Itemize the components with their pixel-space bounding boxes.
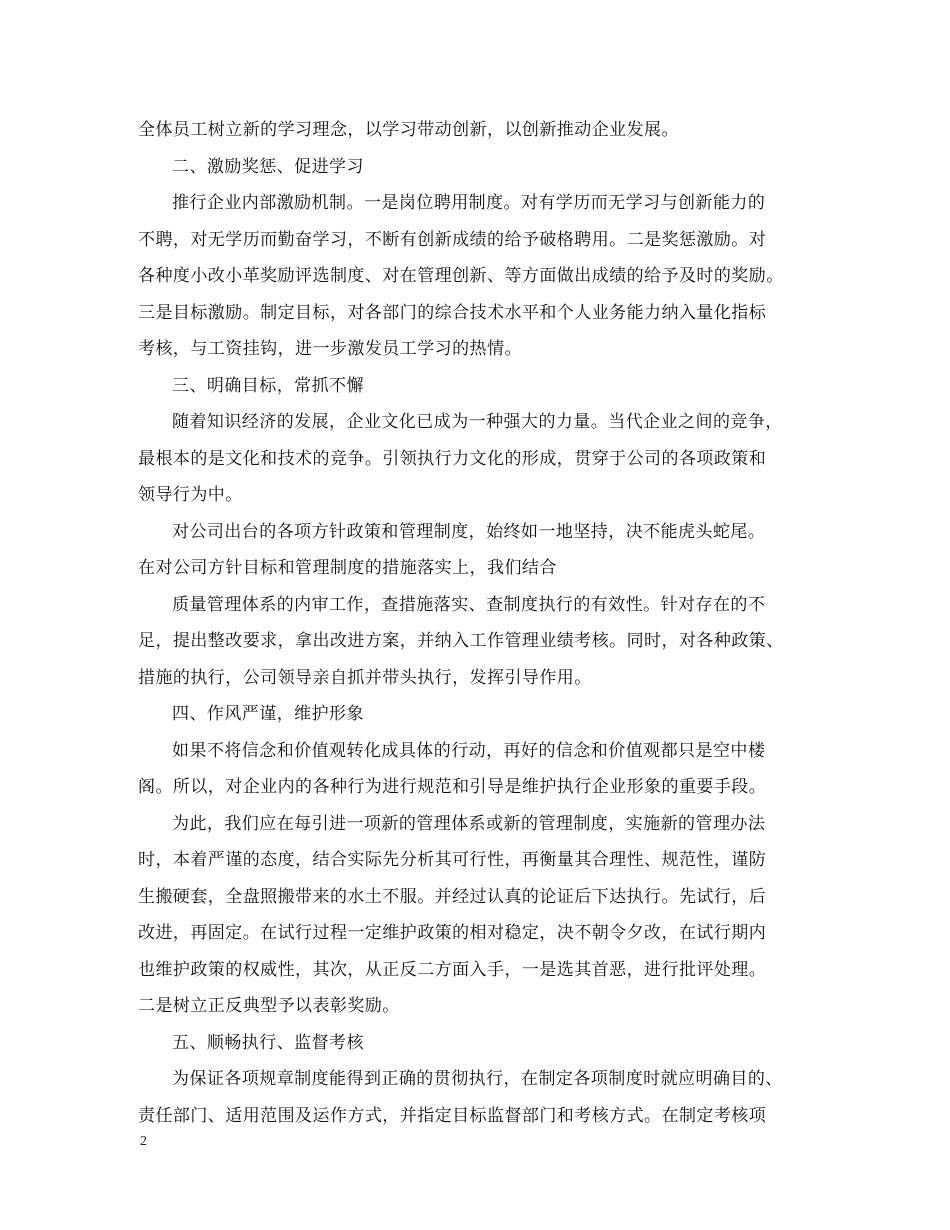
text-line: 二是树立正反典型予以表彰奖励。	[138, 996, 400, 1016]
text-line: 对公司出台的各项方针政策和管理制度，始终如一地坚持，决不能虎头蛇尾。	[172, 521, 766, 542]
document-body	[138, 112, 818, 1134]
text-line: 三是目标激励。制定目标，对各部门的综合技术水平和个人业务能力纳入量化指标	[138, 302, 767, 323]
text-line: 也维护政策的权威性，其次，从正反二方面入手，一是选其首恶，进行批评处理。	[138, 959, 767, 980]
text-line: 阁。所以，对企业内的各种行为进行规范和引导是维护执行企业形象的重要手段。	[138, 777, 767, 797]
text-line: 时，本着严谨的态度，结合实际先分析其可行性，再衡量其合理性、规范性，谨防	[138, 850, 767, 870]
text-line: 质量管理体系的内审工作，查措施落实、查制度执行的有效性。针对存在的不	[172, 594, 766, 615]
text-line: 责任部门、适用范围及运作方式，并指定目标监督部门和考核方式。在制定考核项	[138, 1105, 767, 1126]
text-line: 全体员工树立新的学习理念，以学习带动创新，以创新推动企业发展。	[138, 120, 679, 140]
text-line: 改进，再固定。在试行过程一定维护政策的相对稳定，决不朝令夕改，在试行期内	[138, 923, 767, 943]
text-line: 在对公司方针目标和管理制度的措施落实上，我们结合	[138, 558, 557, 578]
text-line: 为保证各项规章制度能得到正确的贯彻执行，在制定各项制度时就应明确目的、	[172, 1069, 783, 1089]
text-line: 如果不将信念和价值观转化成具体的行动，再好的信念和价值观都只是空中楼	[172, 740, 766, 761]
text-line: 足，提出整改要求，拿出改进方案，并纳入工作管理业绩考核。同时，对各种政策、	[138, 631, 784, 651]
text-line: 推行企业内部激励机制。一是岗位聘用制度。对有学历而无学习与创新能力的	[172, 193, 766, 213]
text-line: 措施的执行，公司领导亲自抓并带头执行，发挥引导作用。	[138, 667, 592, 688]
text-line: 最根本的是文化和技术的竞争。引领执行力文化的形成，贯穿于公司的各项政策和	[138, 448, 767, 469]
text-line: 五、顺畅执行、监督考核	[172, 1032, 364, 1053]
text-line: 考核，与工资挂钩，进一步激发员工学习的热情。	[138, 339, 522, 359]
text-line: 三、明确目标，常抓不懈	[172, 375, 364, 396]
text-line: 随着知识经济的发展，企业文化已成为一种强大的力量。当代企业之间的竞争，	[172, 412, 783, 432]
text-line: 四、作风严谨，维护形象	[172, 704, 364, 724]
text-line: 生搬硬套，全盘照搬带来的水土不服。并经过认真的论证后下达执行。先试行，后	[138, 886, 767, 907]
text-line: 二、激励奖惩、促进学习	[172, 156, 364, 177]
text-line: 领导行为中。	[138, 485, 243, 505]
text-line: 各种度小改小革奖励评选制度、对在管理创新、等方面做出成绩的给予及时的奖励。	[138, 266, 784, 286]
text-line: 为此，我们应在每引进一项新的管理体系或新的管理制度，实施新的管理办法	[172, 813, 766, 834]
text-line: 不聘，对无学历而勤奋学习，不断有创新成绩的给予破格聘用。二是奖惩激励。对	[138, 229, 767, 250]
page-number: 2	[140, 1134, 147, 1149]
